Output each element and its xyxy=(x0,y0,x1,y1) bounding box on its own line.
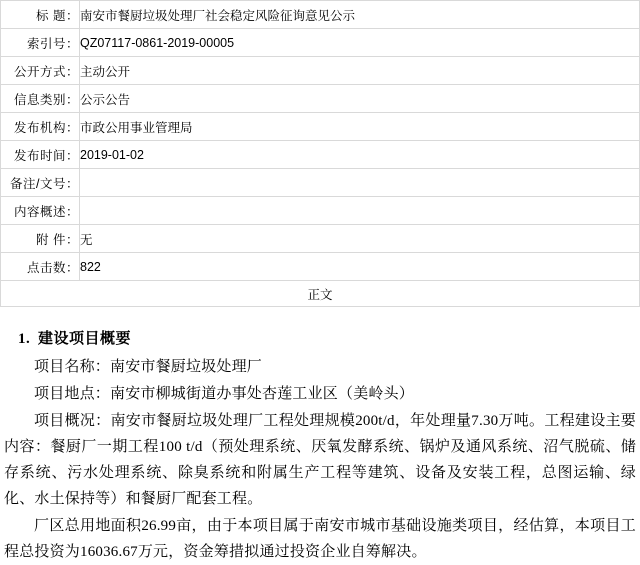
row-label: 公开方式： xyxy=(1,57,80,85)
table-row xyxy=(1,29,640,57)
table-row xyxy=(1,169,640,197)
row-value: 无 xyxy=(80,225,640,253)
table-row xyxy=(1,197,640,225)
paragraph: 项目概况：南安市餐厨垃圾处理厂工程处理规模200t/d，年处理量7.30万吨。工程建设主要内容：餐厨厂一期工程100 t/d（预处理系统、厌氧发酵系统、锅炉及通风系统、沼气脱硫、储存系统、污水处理系统、除臭系统和附属生产工程等建筑、设备及安装工程，总图运输、绿化、水土保持等）和餐厨厂配套工程。 xyxy=(4,413,636,507)
table-row xyxy=(1,253,640,281)
row-label: 索引号： xyxy=(1,29,80,57)
article-body xyxy=(0,307,640,565)
row-value: QZ07117-0861-2019-00005 xyxy=(80,29,640,57)
table-row xyxy=(1,225,640,253)
row-value: 市政公用事业管理局 xyxy=(80,113,640,141)
row-value: 2019-01-02 xyxy=(80,141,640,169)
row-value: 822 xyxy=(80,253,640,281)
section-title-text: 建设项目概要 xyxy=(38,331,132,347)
row-value: 南安市餐厨垃圾处理厂社会稳定风险征询意见公示 xyxy=(80,1,640,29)
body-header-row xyxy=(1,281,640,307)
row-label: 标 题： xyxy=(1,1,80,29)
body-header-cell: 正文 xyxy=(1,281,640,307)
row-label: 备注/文号： xyxy=(1,169,80,197)
table-row xyxy=(1,141,640,169)
paragraph: 项目名称：南安市餐厨垃圾处理厂 xyxy=(34,359,263,375)
row-label: 信息类别： xyxy=(1,85,80,113)
section-heading xyxy=(4,327,636,348)
row-label: 发布机构： xyxy=(1,113,80,141)
row-label: 附 件： xyxy=(1,225,80,253)
paragraph: 项目地点：南安市柳城街道办事处杏莲工业区（美岭头） xyxy=(34,386,415,402)
table-row xyxy=(1,113,640,141)
section-number: 1. xyxy=(18,331,31,347)
row-value xyxy=(80,169,640,197)
paragraph: 厂区总用地面积26.99亩，由于本项目属于南安市城市基础设施类项目，经估算，本项目工程总投资为16036.67万元，资金筹措拟通过投资企业自筹解决。 xyxy=(4,518,636,560)
row-value xyxy=(80,197,640,225)
row-value: 公示公告 xyxy=(80,85,640,113)
table-row xyxy=(1,85,640,113)
row-label: 发布时间： xyxy=(1,141,80,169)
row-label: 内容概述： xyxy=(1,197,80,225)
row-label: 点击数： xyxy=(1,253,80,281)
table-row xyxy=(1,1,640,29)
table-row xyxy=(1,57,640,85)
row-value: 主动公开 xyxy=(80,57,640,85)
metadata-table-body xyxy=(1,1,640,307)
